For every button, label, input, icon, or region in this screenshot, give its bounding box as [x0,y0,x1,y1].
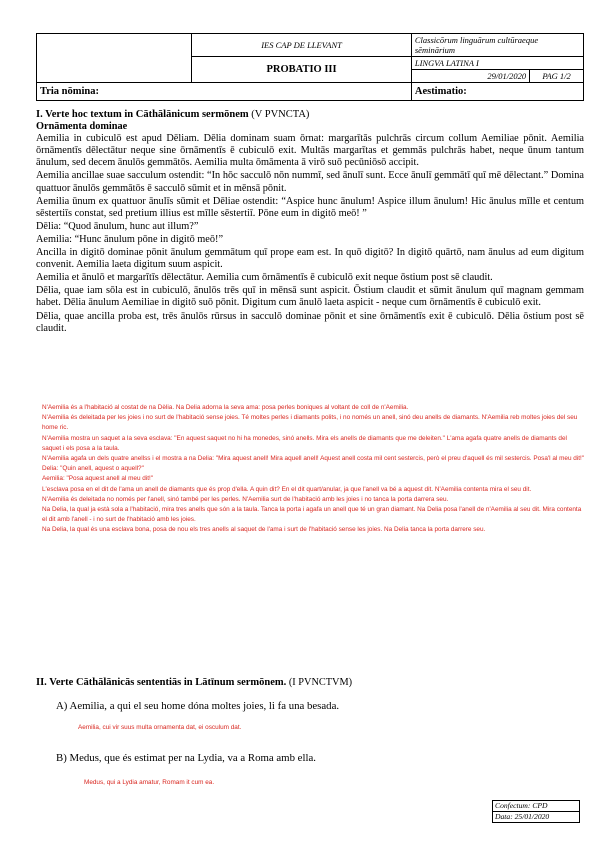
translation-line: Na Delia, la qual ja està sola a l'habitació, mira tres anells que són a la taula. Tanca la porta i agafa un anell que té un gran diamant. Na Delia posa l'anell de n'Aemilia al seu dit. Mira contenta el dit amb l'anell - i no surt de l'habitació amb les joies. [42,506,582,524]
latin-paragraph: Dēlia: “Quod ānulum, hunc aut illum?” [36,220,199,232]
grade-field[interactable] [411,83,583,101]
footer-date: Data: 25/01/2020 [493,811,579,822]
document-footer [492,800,580,823]
translation-line: Delia: "Quin anell, aquest o aquell?" [42,465,144,473]
sentence-label: B) [56,752,67,764]
translation-line: N'Aemilia agafa un dels quatre anellss i el mostra a na Delia: "Mira aquest anell! Mira aquell anell! Aquest anell costa mil cent sestercis, però el preu d'aquell és mil sestercis. Posa'l al meu dit!" [42,455,585,463]
sentence-a [56,700,339,712]
made-by: Confectum: CPD [495,801,548,810]
latin-paragraph: Dēlia, quae iam sōla est in cubiculō, ānulōs trēs quī in mēnsā sunt aspicit. Ōstium claudit et sūmit ānulum quī magnam gemmam habet. Dēlia ānulum Aemiliae in digitō suō pōnit. Digitum cum ānulō laeta aspicit - neque cum ōrnāmentīs ē cubiculō exit. [36,285,584,309]
name-field[interactable] [37,83,412,101]
exam-date: 29/01/2020 [411,70,529,83]
translation-line: L'esclava posa en el dit de l'ama un anell de diamants que és prop d'ella. A quin dit? En el dit quart/anular, ja que l'anell va bé a aquest dit. N'Aemilia contenta mira el seu dit. [42,485,532,493]
latin-paragraph: Aemilia ūnum ex quattuor ānulīs sūmit et Dēliae ostendit: “Aspice hunc ānulum! Aspice illum ānulum! Hic ānulus mīlle et centum sēstertiīs constat, sed pretium illius est mīlle sēstertiī. Pōne eum in digitō meō! ” [36,195,584,219]
grade-label: Aestimatio: [414,86,467,97]
logo-cell [37,34,192,83]
text-title: Ornāmenta dominae [36,121,128,133]
answer-b: Medus, qui a Lydia amatur, Romam it cum ea. [84,779,215,786]
answer-a: Aemilia, cui vir suus multa ornamenta dat, ei osculum dat. [78,724,242,731]
section-1-title: I. Verte hoc textum in Cāthālānicum sermōnem [36,109,249,120]
sentence-label: A) [56,700,68,712]
translation-line: N'Aemilia mostra un saquet a la seva esclava: "En aquest saquet no hi ha monedes, sinó anells. Mira els anells de diamants que me deleiten." L'ama agafa quatre anells de diamants del saquet i els posa a la taula. [42,434,567,452]
section-1 [36,109,584,336]
latin-paragraph: Ancilla in digitō dominae pōnit ānulum gemmātum quī prope eam est. In quō digitō? In digitō quārtō, nam ānulus ad eum digitum convenit. Aemilia laeta digitum suum aspicit. [36,247,584,271]
section-1-heading [36,109,584,121]
translation-line: N'Aemilia és deleitada per les joies i no surt de l'habitació sense joies. Té moltes perles i diamants polits, i no només un anell, sinó deu anells de diamants. N'Aemilia reb moltes joies del seu home ric. [42,414,578,432]
course-name: Classicōrum linguārum cultūraeque sēminārium [411,34,583,57]
translation-answer [42,403,587,536]
latin-paragraph: Dēlia, quae ancilla proba est, trēs ānulōs rūrsus in sacculō dominae pōnit et sine ōrnāmentīs exit ē cubiculō. Dēlia ōstium post sē claudit. [36,310,584,334]
name-label: Tria nōmina: [40,86,100,97]
latin-paragraph: Aemilia in cubiculō est apud Dēliam. Dēlia dominam suam ōrnat: margarītās pulchrās circum collum Aemiliae pōnit. Aemilia ōrnāmentīs dēlectātur neque sine ōrnāmentīs ē cubiculō exit. Multās margarītas et gemmās pulchrās habet, neque ūnum tantum ānulum, sed decem ānulōs gemmātōs. Aemilia multa ōmāmenta ā virō suō pecūniōsō accipit. [36,133,584,169]
translation-line: Aemilia: "Posa aquest anell al meu dit!" [42,475,154,483]
translation-line: Na Delia, la qual és una esclava bona, posa de nou els tres anells al saquet de l'ama i surt de l'habitació sense les joies. Na Delia tanca la porta darrere seu. [42,526,486,534]
exam-header [36,33,584,101]
exam-title: PROBATIO III [192,57,412,83]
translation-line: N'Aemilia és deleitada no només per l'anell, sinó també per les perles. N'Aemilia surt de l'habitació amb les joies i no tanca la porta darrera seu. [42,495,449,503]
sentence-text: Medus, que és estimat per na Lydia, va a Roma amb ella. [69,752,316,764]
section-2-points: (I PVNCTVM) [288,677,353,688]
translation-line: N'Aemilia és a l'habitació al costat de na Dèlia. Na Delia adorna la seva ama: posa perles boniques al voltant de coll de n'Aemilia. [42,404,409,411]
latin-paragraph: Aemilia et ānulō et margarītīs dēlectātur. Aemilia cum ōrnāmentīs ē cubiculō exit neque ōstium post sē claudit. [36,272,493,284]
section-2-heading [36,677,352,688]
sentence-text: Aemilia, a qui el seu home dóna moltes joies, li fa una besada. [69,700,340,712]
sentence-b [56,752,316,764]
latin-paragraph: Aemilia: “Hunc ānulum pōne in digitō meō!” [36,233,224,245]
subject-name: LINGVA LATINA I [411,57,583,70]
section-2-title: II. Verte Cāthālānicās sententiās in Lātīnum sermōnem. [36,677,287,688]
section-1-points: (V PVNCTA) [251,109,310,120]
page-number: PAG 1/2 [530,70,584,83]
school-name: IES CAP DE LLEVANT [192,34,412,57]
latin-paragraph: Aemilia ancillae suae sacculum ostendit: “In hōc sacculō nōn nummī, sed ānulī sunt. Ecce ānulī gemmātī quī mē dēlectant.” Domina quattuor ānulōs gemmātōs ē sacculō sūmit et in mēnsā pōnit. [36,170,584,194]
